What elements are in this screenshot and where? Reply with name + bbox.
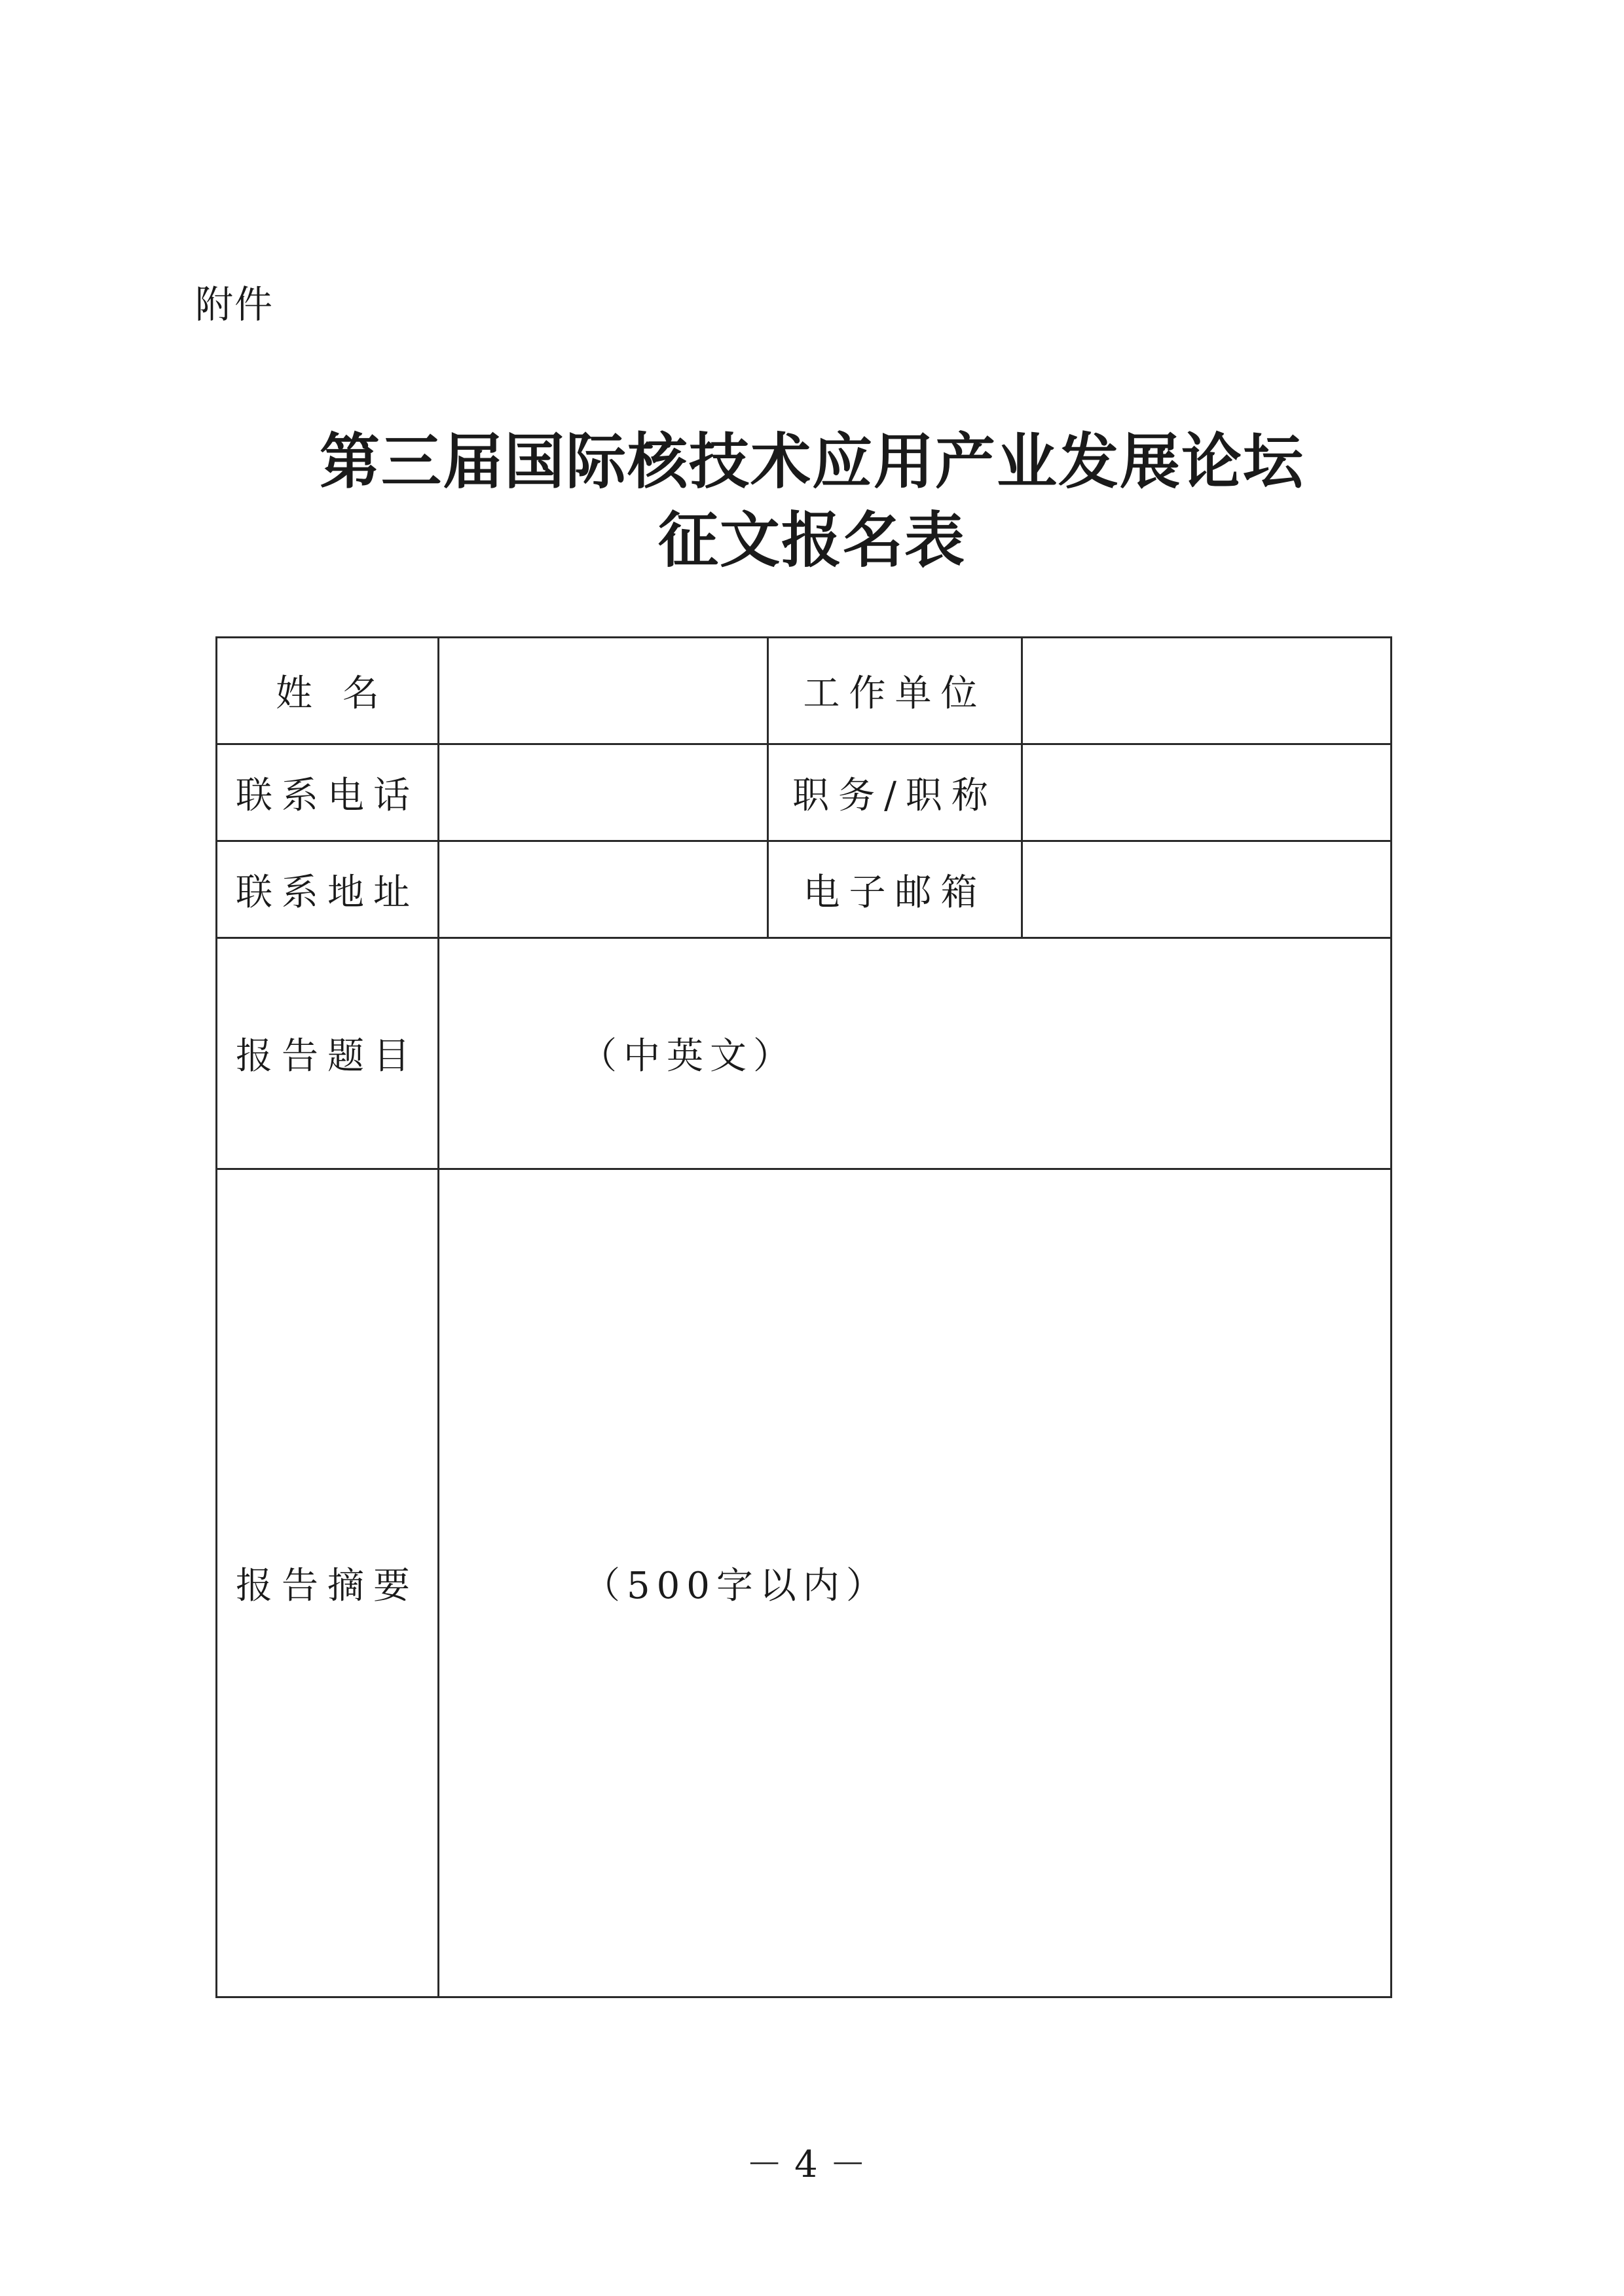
form-row-abstract [217, 1169, 1392, 1997]
work-unit-label: 工作单位 [768, 638, 1022, 744]
position-label: 职务/职称 [768, 744, 1022, 841]
position-field[interactable] [1022, 744, 1392, 841]
report-title-label: 报告题目 [217, 938, 439, 1169]
form-row-name [217, 638, 1392, 744]
address-label: 联系地址 [217, 841, 439, 938]
form-title-line2: 征文报名表 [657, 505, 966, 575]
page-number: －4－ [746, 2143, 878, 2186]
phone-field[interactable] [439, 744, 768, 841]
form-row-address [217, 841, 1392, 938]
abstract-field[interactable] [439, 1169, 1392, 1997]
abstract-hint: （500字以内） [583, 1565, 889, 1607]
form-row-phone [217, 744, 1392, 841]
address-field[interactable] [439, 841, 768, 938]
report-title-hint: （中英文） [580, 1035, 796, 1078]
email-field[interactable] [1022, 841, 1392, 938]
registration-form-table [215, 636, 1392, 1998]
name-label: 姓名 [217, 638, 439, 744]
name-field[interactable] [439, 638, 768, 744]
email-label: 电子邮箱 [768, 841, 1022, 938]
attachment-label: 附件 [195, 282, 274, 327]
report-title-field[interactable] [439, 938, 1392, 1169]
abstract-label: 报告摘要 [217, 1169, 439, 1997]
work-unit-field[interactable] [1022, 638, 1392, 744]
form-row-report-title [217, 938, 1392, 1169]
phone-label: 联系电话 [217, 744, 439, 841]
form-title-line1: 第三届国际核技术应用产业发展论坛 [319, 426, 1304, 497]
